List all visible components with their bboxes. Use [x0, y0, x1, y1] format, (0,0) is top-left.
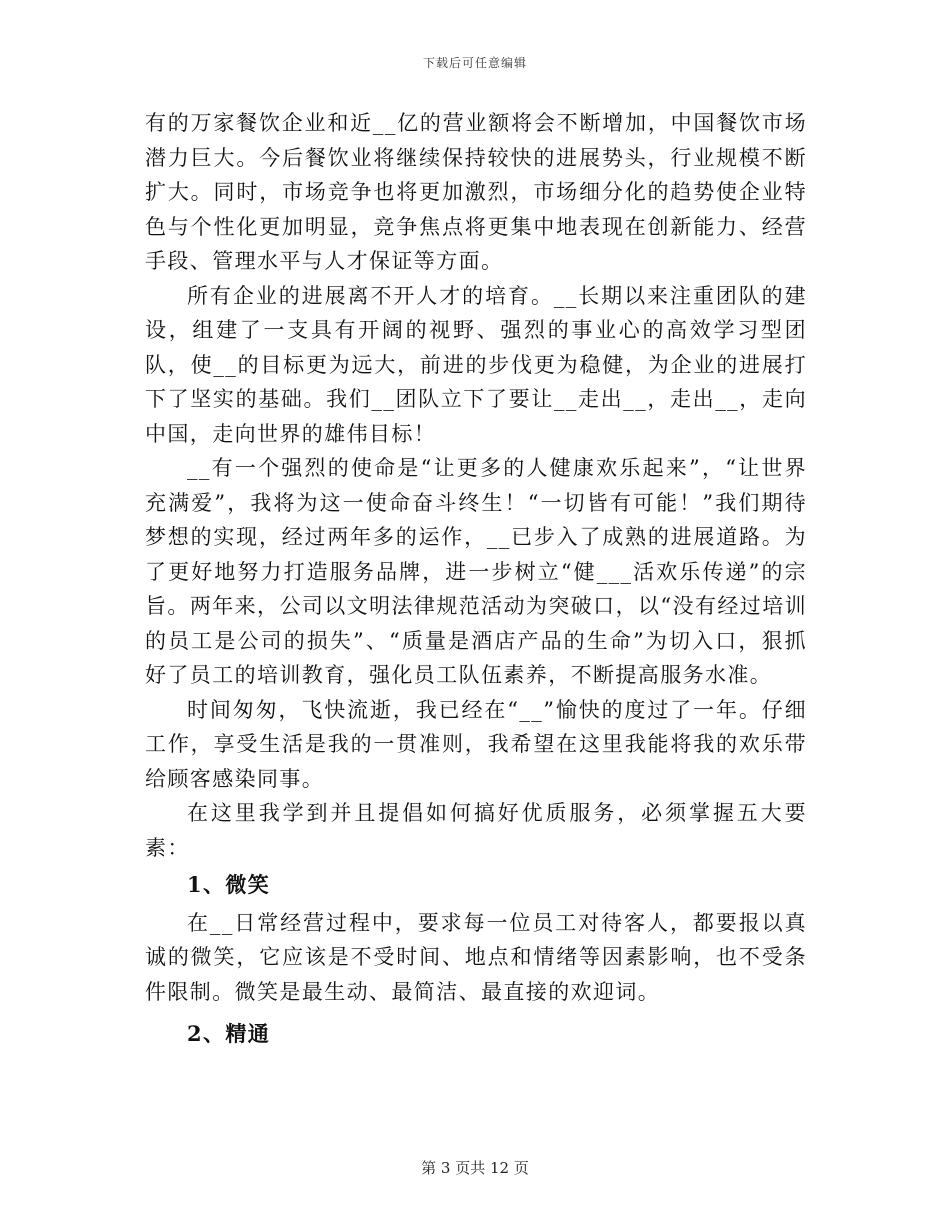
- section-heading-smile: 1、微笑: [187, 872, 271, 897]
- paragraph-talent: 所有企业的进展离不开人才的培育。__长期以来注重团队的建设，组建了一支具有开阔的视野、强烈的事业心的高效学习型团队，使__的目标更为远大，前进的步伐更为稳健，为企业的进展打下了坚实的基础。我们__团队立下了要让__走出__，走出__，走向中国，走向世界的雄伟目标！: [145, 283, 807, 446]
- paragraph-continuation: 有的万家餐饮企业和近__亿的营业额将会不断增加，中国餐饮市场潜力巨大。今后餐饮业将继续保持较快的进展势头，行业规模不断扩大。同时，市场竞争也将更加激烈，市场细分化的趋势使企业特色与个性化更加明显，竞争焦点将更集中地表现在创新能力、经营手段、管理水平与人才保证等方面。: [145, 111, 807, 273]
- page-footer: 第 3 页共 12 页: [421, 1159, 529, 1177]
- document-body: [145, 106, 807, 1055]
- page-header: 下载后可任意编辑: [422, 56, 527, 70]
- paragraph-five-elements: 在这里我学到并且提倡如何搞好优质服务，必须掌握五大要素：: [145, 801, 807, 860]
- section-heading-proficiency: 2、精通: [187, 1021, 271, 1046]
- paragraph-smile: 在__日常经营过程中，要求每一位员工对待客人，都要报以真诚的微笑，它应该是不受时间、地点和情绪等因素影响，也不受条件限制。微笑是最生动、最简洁、最直接的欢迎词。: [145, 910, 807, 1004]
- paragraph-time: 时间匆匆，飞快流逝，我已经在“__”愉快的度过了一年。仔细工作，享受生活是我的一贯准则，我希望在这里我能将我的欢乐带给顾客感染同事。: [145, 697, 807, 791]
- paragraph-mission: __有一个强烈的使命是“让更多的人健康欢乐起来”，“让世界充满爱”，我将为这一使命奋斗终生！“一切皆有可能！”我们期待梦想的实现，经过两年多的运作，__已步入了成熟的进展道路。为了更好地努力打造服务品牌，进一步树立“健___活欢乐传递”的宗旨。两年来，公司以文明法律规范活动为突破口，以“没有经过培训的员工是公司的损失”、“质量是酒店产品的生命”为切入口，狠抓好了员工的培训教育，强化员工队伍素养，不断提高服务水准。: [145, 456, 807, 687]
